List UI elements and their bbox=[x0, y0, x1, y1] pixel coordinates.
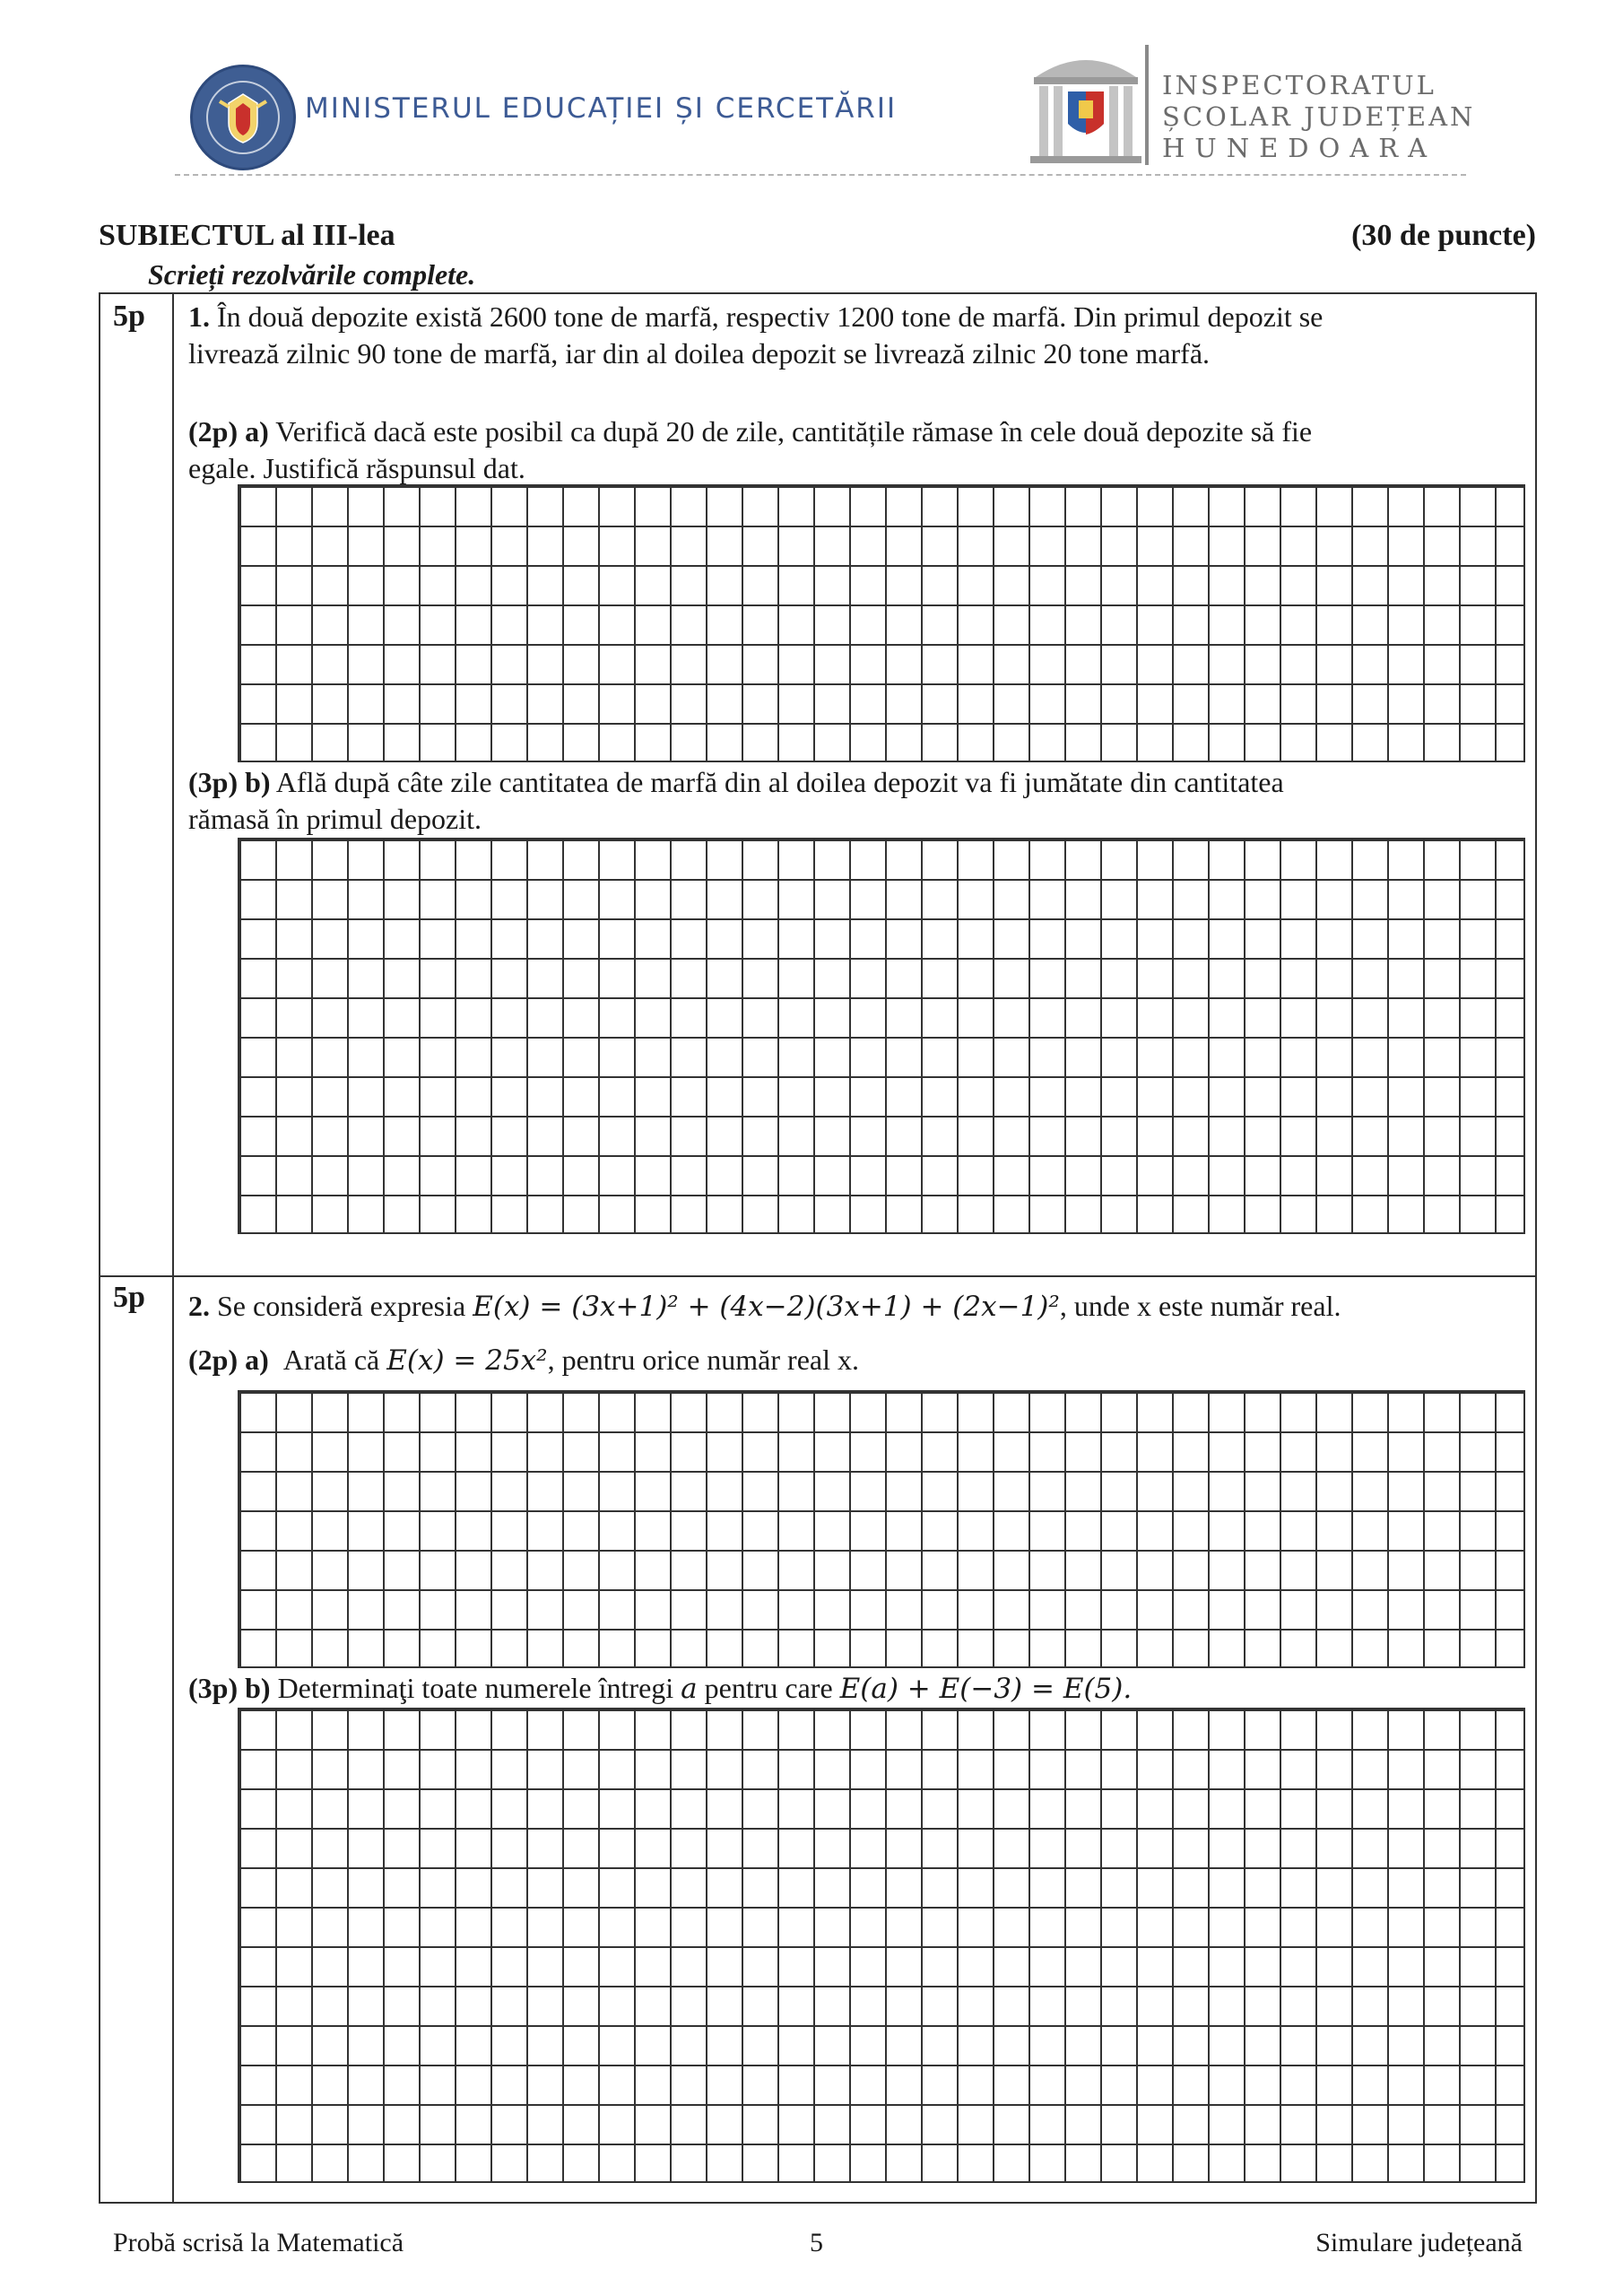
footer-exam-type: Simulare județeană bbox=[1315, 2228, 1523, 2257]
isj-line-3: HUNEDOARA bbox=[1162, 133, 1437, 163]
problem-1a-line-2: egale. Justifică răspunsul dat. bbox=[188, 452, 525, 484]
footer-page-number: 5 bbox=[810, 2228, 823, 2257]
expression-E-rhs: (3x+1)² + (4x−2)(3x+1) + (2x−1)² bbox=[571, 1291, 1060, 1323]
problem-1-points: 5p bbox=[113, 300, 145, 333]
isj-name bbox=[1162, 70, 1475, 164]
problem-2a-label: (2p) a) bbox=[188, 1344, 269, 1376]
header-separator bbox=[175, 174, 1466, 176]
problem-1b-line-2: rămasă în primul depozit. bbox=[188, 803, 482, 835]
problem-1a-line-1: Verifică dacă este posibil ca după 20 de zile, cantitățile rămase în cele două depozite să fie bbox=[275, 415, 1313, 448]
problem-2b-text-2: pentru care bbox=[704, 1672, 833, 1704]
problem-2b-statement bbox=[188, 1670, 1132, 1708]
problem-2a-tail: , pentru orice număr real x. bbox=[547, 1344, 859, 1376]
problem-2b-equation: E(a) + E(−3) = E(5). bbox=[839, 1673, 1133, 1705]
section-points: (30 de puncte) bbox=[1351, 219, 1536, 252]
problem-1b-statement bbox=[188, 764, 1284, 838]
problem-1b-line-1: Află după câte zile cantitatea de marfă din al doilea depozit va fi jumătate din cantitatea bbox=[275, 766, 1284, 798]
problem-1-statement bbox=[188, 299, 1323, 372]
points-column-divider bbox=[172, 292, 174, 2204]
building-columns-icon bbox=[1027, 47, 1145, 165]
expression-E-lhs: E(x) bbox=[473, 1291, 531, 1323]
problem-2-intro-tail: , unde x este număr real. bbox=[1059, 1290, 1341, 1322]
problem-1b-label: (3p) b) bbox=[188, 766, 271, 798]
problem-2a-statement bbox=[188, 1342, 859, 1379]
problem-1-line-1: În două depozite există 2600 tone de marfă, respectiv 1200 tone de marfă. Din primul depozit se bbox=[217, 300, 1324, 333]
problem-row-divider bbox=[99, 1275, 1537, 1277]
section-title: SUBIECTUL al III-lea bbox=[99, 219, 395, 252]
problem-1-number: 1. bbox=[188, 300, 210, 333]
answer-grid-2b[interactable] bbox=[238, 1708, 1525, 2183]
footer-exam-name: Probă scrisă la Matematică bbox=[113, 2228, 404, 2257]
problem-1-line-2: livrează zilnic 90 tone de marfă, iar din al doilea depozit se livrează zilnic 20 tone marfă. bbox=[188, 337, 1211, 370]
government-emblem-logo bbox=[190, 65, 296, 170]
section-instruction: Scrieți rezolvările complete. bbox=[148, 258, 476, 291]
problem-2a-expression: E(x) = 25x² bbox=[386, 1344, 548, 1377]
problem-2-statement: 2. Se consideră expresia E(x) = (3x+1)² + (4x−2)(3x+1) + (2x−1)², unde x este număr real. bbox=[188, 1290, 1341, 1323]
ministry-name: MINISTERUL EDUCAȚIEI ȘI CERCETĂRII bbox=[305, 92, 898, 125]
problem-2a-text: Arată că bbox=[282, 1344, 380, 1376]
problem-2b-text: Determinaţi toate numerele întregi bbox=[277, 1672, 674, 1704]
problem-2b-variable: a bbox=[681, 1673, 698, 1705]
logo-divider bbox=[1145, 45, 1149, 165]
isj-line-2: ȘCOLAR JUDEȚEAN bbox=[1162, 101, 1476, 132]
isj-building-logo bbox=[1027, 47, 1145, 165]
problem-1a-label: (2p) a) bbox=[188, 415, 269, 448]
isj-line-1: INSPECTORATUL bbox=[1162, 70, 1436, 100]
answer-grid-1b[interactable] bbox=[238, 838, 1525, 1234]
problem-2-number: 2. bbox=[188, 1290, 210, 1322]
answer-grid-2a[interactable] bbox=[238, 1390, 1525, 1668]
answer-grid-1a[interactable] bbox=[238, 484, 1525, 762]
problem-2-points: 5p bbox=[113, 1281, 145, 1314]
problem-1a-statement bbox=[188, 413, 1312, 487]
problem-2-intro: Se consideră expresia bbox=[217, 1290, 466, 1322]
problem-2b-label: (3p) b) bbox=[188, 1672, 271, 1704]
coat-of-arms-icon bbox=[193, 67, 293, 168]
